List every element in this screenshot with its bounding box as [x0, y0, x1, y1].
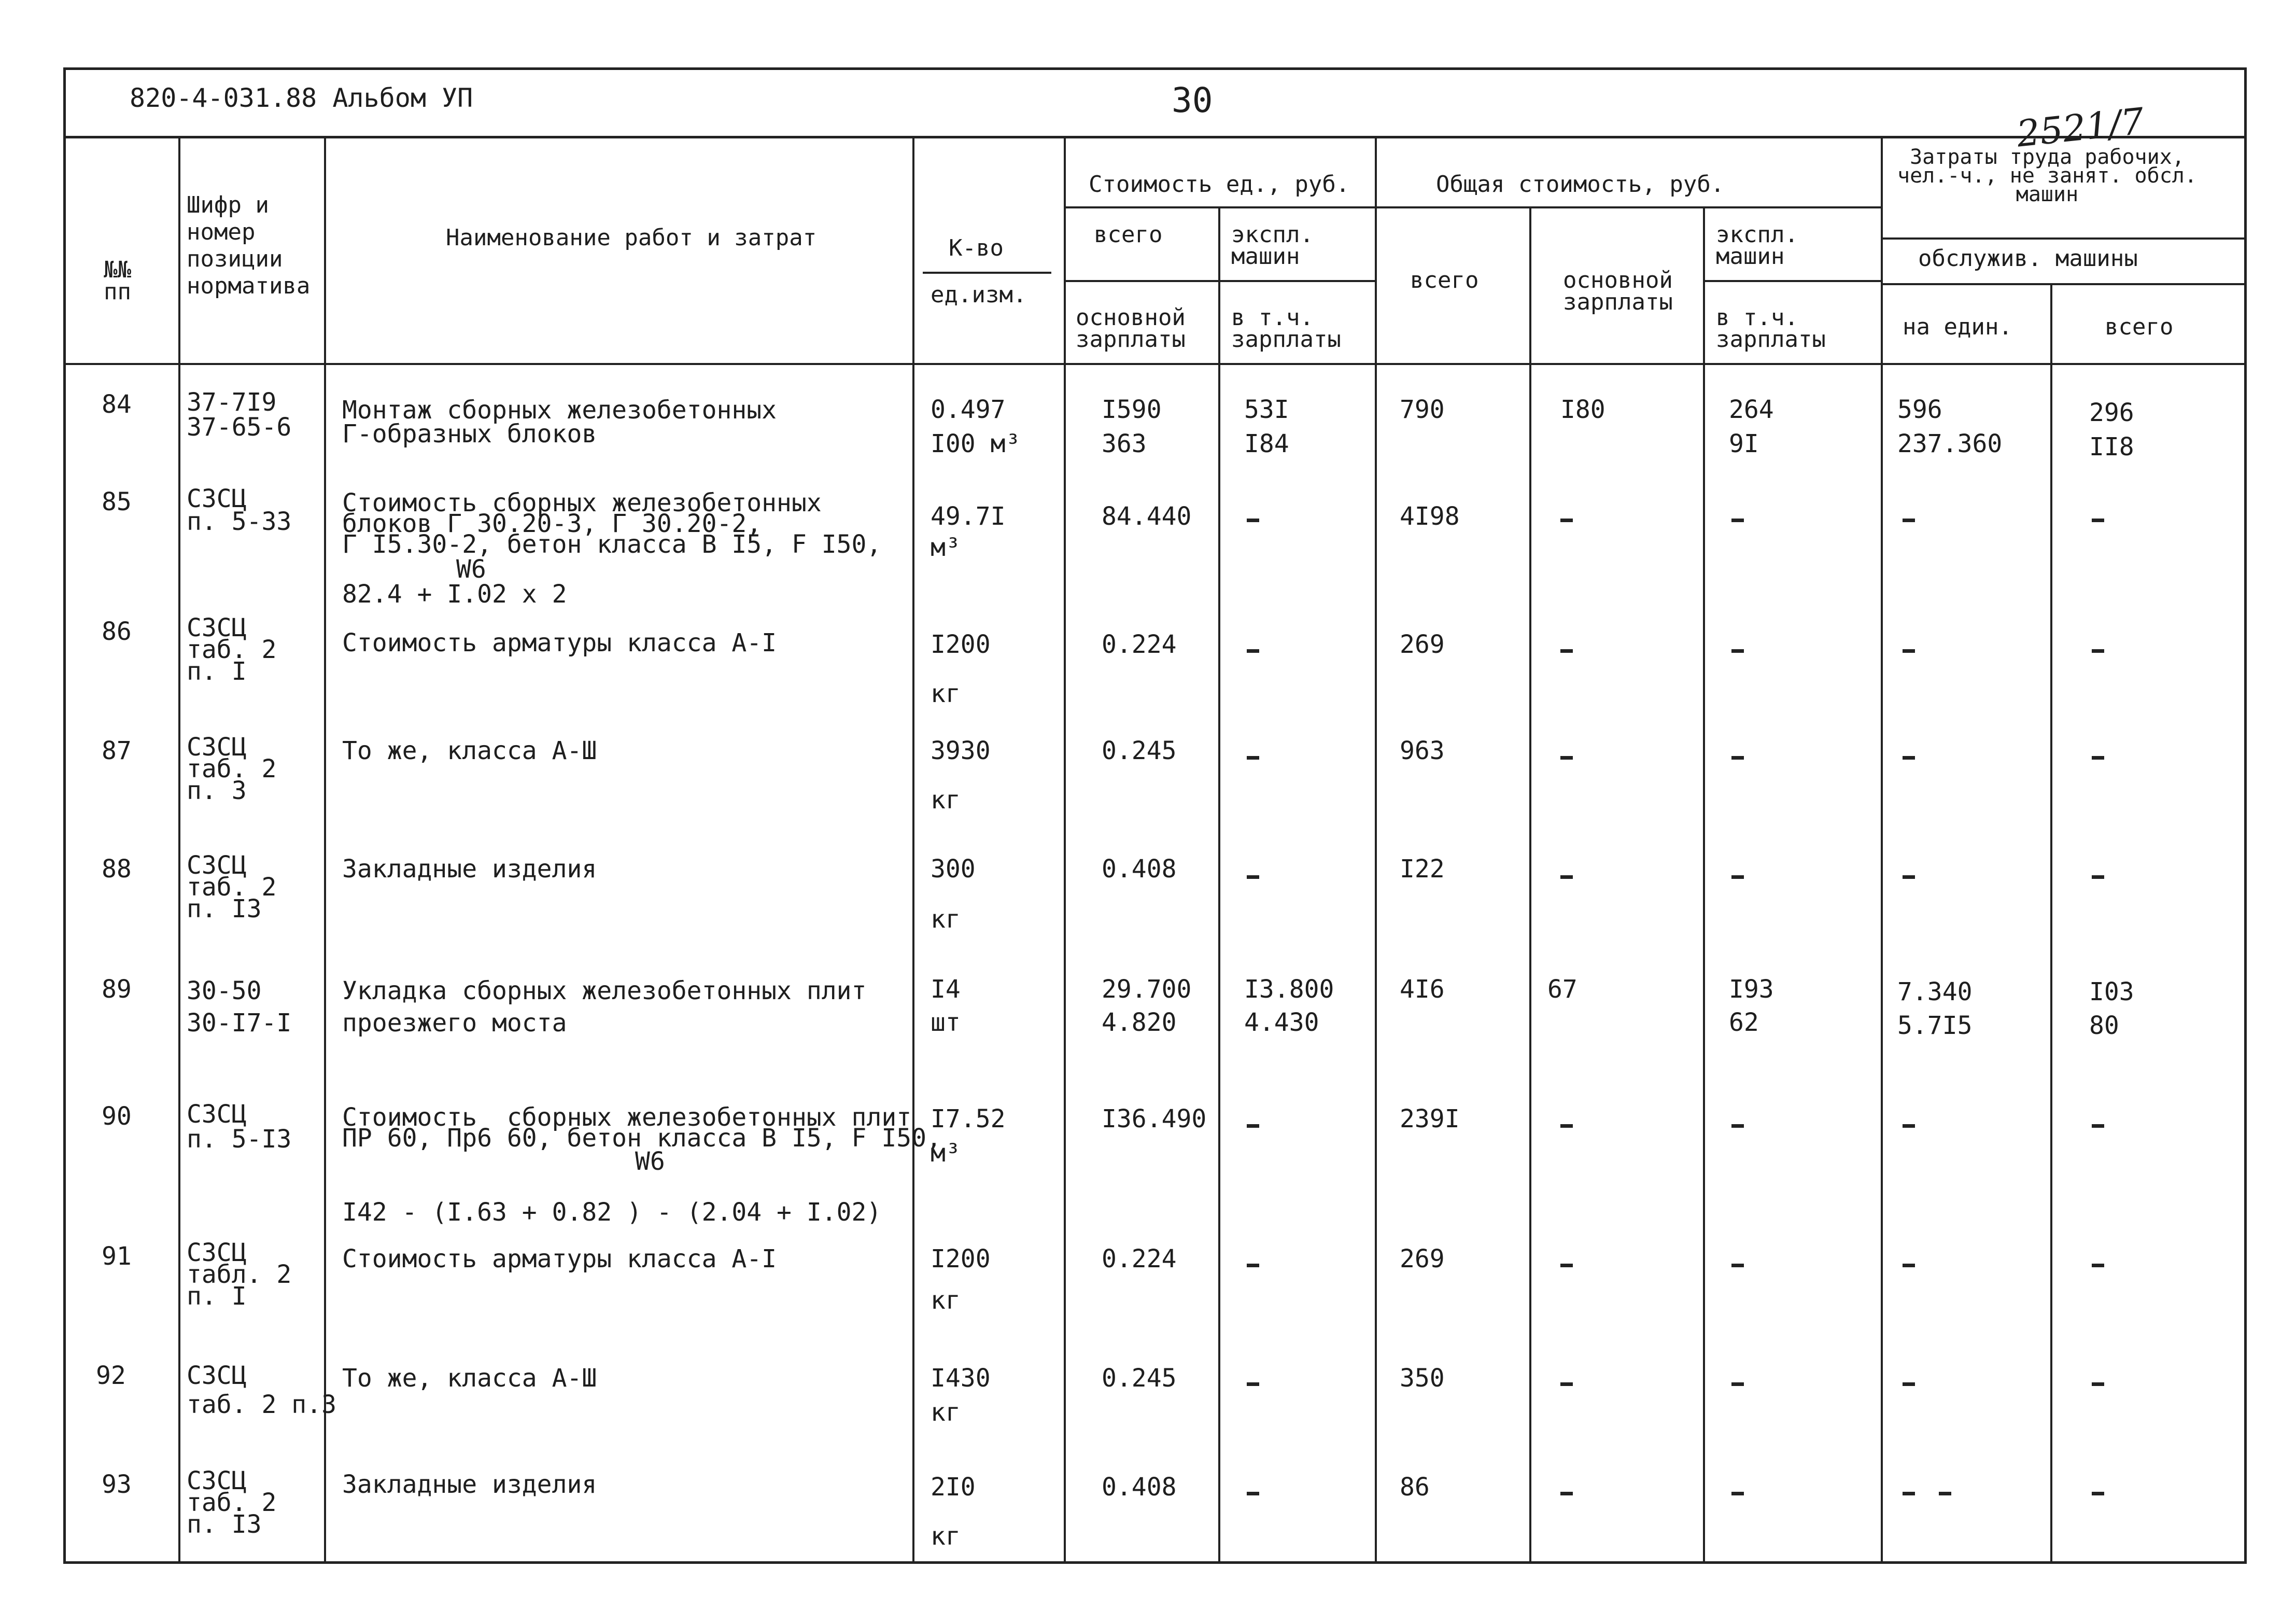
col-line	[178, 137, 180, 1563]
header-unit-incl: в т.ч. зарплаты	[1231, 304, 1341, 353]
row-total: 963	[1400, 736, 1445, 765]
row-qty: 49.7I	[931, 502, 1006, 531]
header-total-base: основной зарплаты	[1563, 267, 1673, 315]
empty-dash	[2092, 875, 2104, 879]
empty-dash	[1903, 1492, 1915, 1495]
header-name: Наименование работ и затрат	[446, 225, 817, 251]
row-labor-total: 296	[2089, 398, 2134, 427]
row-qty: 3930	[931, 736, 991, 765]
row-code: СЗСЦ таб. 2 п.3	[187, 1361, 336, 1419]
row-unit-base: 363	[1102, 429, 1147, 458]
row-unit-total: 0.408	[1102, 855, 1177, 884]
empty-dash	[1731, 875, 1744, 879]
row-qty: 300	[931, 855, 976, 884]
row-unit-total: 0.245	[1102, 736, 1177, 765]
header-labor-total: всего	[2105, 314, 2174, 340]
empty-dash	[1903, 649, 1915, 653]
header-divider	[63, 136, 2247, 138]
row-name: Стоимость арматуры класса А-I	[342, 628, 777, 657]
row-num: 93	[102, 1470, 132, 1499]
empty-dash	[1560, 649, 1573, 653]
row-unit-total: I590	[1102, 395, 1162, 424]
empty-dash	[1247, 875, 1259, 879]
row-name: Стоимость арматуры класса А-I	[342, 1244, 777, 1273]
header-unit-total: всего	[1094, 221, 1163, 248]
row-unit: кг	[931, 786, 961, 815]
empty-dash	[1247, 649, 1259, 653]
empty-dash	[1247, 1124, 1259, 1128]
col-line	[1218, 207, 1220, 1563]
empty-dash	[2092, 1492, 2104, 1495]
empty-dash	[1903, 756, 1915, 760]
table-frame	[63, 67, 2247, 1564]
row-unit-total: 29.700	[1102, 975, 1192, 1004]
row-num: 86	[102, 617, 132, 646]
row-labor-total: I03	[2089, 977, 2134, 1006]
empty-dash	[2092, 1124, 2104, 1128]
row-unit-total: I36.490	[1102, 1104, 1207, 1133]
empty-dash	[1731, 649, 1744, 653]
header-unit-mach: экспл. машин	[1231, 221, 1314, 270]
col-line	[912, 137, 914, 1563]
header-labor-unit: на един.	[1903, 314, 2012, 340]
row-num: 88	[102, 855, 132, 884]
row-line	[63, 363, 2247, 365]
empty-dash	[1560, 1492, 1573, 1495]
row-total-mach: 264	[1729, 395, 1774, 424]
row-total-base: I80	[1560, 395, 1605, 424]
empty-dash	[1560, 1382, 1573, 1386]
row-qty: 0.497	[931, 395, 1006, 424]
row-code: СЗСЦ табл. 2 п. I	[187, 1238, 292, 1311]
row-total-incl: 9I	[1729, 429, 1759, 458]
row-total-mach: I93	[1729, 975, 1774, 1004]
row-qty: I200	[931, 1244, 991, 1273]
header-unit-cost: Стоимость ед., руб.	[1089, 171, 1350, 198]
header-labor-serv: обслужив. машины	[1918, 245, 2138, 272]
row-total: 269	[1400, 630, 1445, 659]
header-labor: Затраты труда рабочих, чел.-ч., не занят. обсл. машин	[1897, 145, 2197, 206]
row-code: СЗСЦ п. 5-I3	[187, 1100, 292, 1154]
row-code: 30-50 30-I7-I	[187, 976, 292, 1038]
header-total-incl: в т.ч. зарплаты	[1716, 304, 1826, 353]
row-unit-mach: 53I	[1244, 395, 1289, 424]
row-name: Монтаж сборных железобетонных Г-образных блоков	[342, 396, 777, 449]
header-total-cost: Общая стоимость, руб.	[1436, 171, 1725, 198]
row-name: Укладка сборных железобетонных плит проезжего моста	[342, 976, 867, 1038]
row-code: СЗСЦ п. 5-33	[187, 484, 292, 536]
empty-dash	[1731, 1382, 1744, 1386]
header-qty: К-во	[949, 235, 1004, 261]
header-total-all: всего	[1410, 267, 1479, 293]
empty-dash	[1560, 1124, 1573, 1128]
row-line	[1703, 280, 1881, 282]
row-unit-mach: I3.800	[1244, 975, 1334, 1004]
empty-dash	[1247, 756, 1259, 760]
empty-dash	[2092, 1264, 2104, 1267]
row-num: 87	[102, 736, 132, 765]
row-code: СЗСЦ таб. 2 п. I3	[187, 851, 277, 923]
col-line	[1703, 207, 1705, 1563]
row-unit-base: 4.820	[1102, 1008, 1177, 1037]
row-line	[1064, 206, 1881, 208]
row-total: 4I6	[1400, 975, 1445, 1004]
row-unit-total: 0.408	[1102, 1473, 1177, 1502]
row-labor-unit: 596	[1897, 395, 1942, 424]
empty-dash	[1560, 519, 1573, 522]
row-total: I22	[1400, 855, 1445, 884]
row-unit: кг	[931, 679, 961, 708]
album-title: 820-4-031.88 Альбом УП	[130, 83, 473, 113]
row-name-formula: I42 - (I.63 + 0.82 ) - (2.04 + I.02)	[342, 1198, 882, 1227]
col-line	[2050, 284, 2052, 1563]
row-labor-total-2: 80	[2089, 1011, 2119, 1040]
row-line	[1881, 283, 2247, 285]
header-num: №№ пп	[104, 257, 131, 305]
sheet-stamp: 2521/7	[2015, 100, 2146, 156]
row-line	[1881, 237, 2247, 240]
empty-dash	[2092, 519, 2104, 522]
row-unit-total: 0.245	[1102, 1364, 1177, 1393]
empty-dash	[1731, 519, 1744, 522]
col-line	[1529, 207, 1531, 1563]
row-qty: I7.52	[931, 1104, 1006, 1133]
row-name: Закладные изделия	[342, 1470, 597, 1499]
empty-dash	[2092, 1382, 2104, 1386]
row-name-formula: 82.4 + I.02 x 2	[342, 580, 567, 609]
empty-dash	[1560, 756, 1573, 760]
row-num: 85	[102, 487, 132, 516]
empty-dash	[1247, 1492, 1259, 1495]
row-labor-unit-2: 5.7I5	[1897, 1011, 1973, 1040]
row-unit-total: 84.440	[1102, 502, 1192, 531]
row-name: Стоимость сборных железобетонных блоков Г 30.20-3, Г 30.20-2, Г I5.30-2, бетон класса В I5, F I50,	[342, 488, 882, 559]
row-name: То же, класса А-Ш	[342, 736, 597, 765]
row-qty: I430	[931, 1364, 991, 1393]
empty-dash	[1731, 1124, 1744, 1128]
row-code: СЗСЦ таб. 2 п. I	[187, 613, 277, 686]
empty-dash	[1939, 1492, 1951, 1495]
row-code: 37-7I9 37-65-6	[187, 388, 292, 442]
col-line	[1064, 137, 1066, 1563]
page-number: 30	[1172, 80, 1213, 120]
empty-dash	[1247, 1264, 1259, 1267]
qty-underline	[923, 272, 1051, 274]
row-line	[1064, 280, 1375, 282]
row-unit: м³	[931, 1139, 961, 1168]
row-labor-unit-2: 237.360	[1897, 429, 2003, 458]
row-total: 4I98	[1400, 502, 1460, 531]
empty-dash	[2092, 756, 2104, 760]
col-line	[324, 137, 326, 1563]
row-unit: кг	[931, 1286, 961, 1315]
header-total-mach: экспл. машин	[1716, 221, 1798, 270]
row-num: 92	[96, 1361, 126, 1390]
empty-dash	[1731, 756, 1744, 760]
row-unit: I00 м³	[931, 429, 1021, 458]
empty-dash	[1731, 1492, 1744, 1495]
row-unit-incl: 4.430	[1244, 1008, 1319, 1037]
row-unit: шт	[931, 1008, 961, 1037]
row-qty: I200	[931, 630, 991, 659]
empty-dash	[1731, 1264, 1744, 1267]
header-code: Шифр и номер позиции норматива	[187, 192, 311, 299]
row-unit-incl: I84	[1244, 429, 1289, 458]
row-name: Закладные изделия	[342, 855, 597, 884]
empty-dash	[1903, 1124, 1915, 1128]
empty-dash	[1903, 1382, 1915, 1386]
row-unit: кг	[931, 905, 961, 934]
row-total: 269	[1400, 1244, 1445, 1273]
empty-dash	[1560, 1264, 1573, 1267]
col-line	[1881, 137, 1883, 1563]
row-total: 239I	[1400, 1104, 1460, 1133]
row-name: То же, класса А-Ш	[342, 1364, 597, 1393]
row-unit-total: 0.224	[1102, 630, 1177, 659]
empty-dash	[1247, 1382, 1259, 1386]
row-name-w: W6	[635, 1147, 665, 1176]
row-code: СЗСЦ таб. 2 п. I3	[187, 1466, 277, 1539]
row-total: 350	[1400, 1364, 1445, 1393]
col-line	[1375, 137, 1377, 1563]
row-num: 90	[102, 1102, 132, 1131]
row-num: 84	[102, 390, 132, 419]
empty-dash	[1560, 875, 1573, 879]
row-qty: 2I0	[931, 1473, 976, 1502]
row-unit-total: 0.224	[1102, 1244, 1177, 1273]
row-qty: I4	[931, 975, 961, 1004]
row-labor-unit: 7.340	[1897, 977, 1973, 1006]
row-num: 89	[102, 975, 132, 1004]
row-labor-total-2: II8	[2089, 432, 2134, 461]
empty-dash	[1903, 1264, 1915, 1267]
empty-dash	[2092, 649, 2104, 653]
row-total-base: 67	[1547, 975, 1577, 1004]
row-name-w: W6	[456, 555, 486, 584]
row-unit: кг	[931, 1522, 961, 1551]
row-total: 86	[1400, 1473, 1430, 1502]
row-unit: м³	[931, 533, 961, 562]
row-num: 91	[102, 1242, 132, 1271]
header-unit: ед.изм.	[931, 282, 1027, 308]
row-name: Стоимость сборных железобетонных плит ПР 60, Пр6 60, бетон класса В I5, F I50,	[342, 1103, 941, 1153]
row-code: СЗСЦ таб. 2 п. 3	[187, 733, 277, 805]
row-unit: кг	[931, 1398, 961, 1427]
empty-dash	[1247, 519, 1259, 522]
empty-dash	[1903, 875, 1915, 879]
header-unit-base: основной зарплаты	[1076, 304, 1186, 353]
empty-dash	[1903, 519, 1915, 522]
row-total-incl: 62	[1729, 1008, 1759, 1037]
row-total: 790	[1400, 395, 1445, 424]
